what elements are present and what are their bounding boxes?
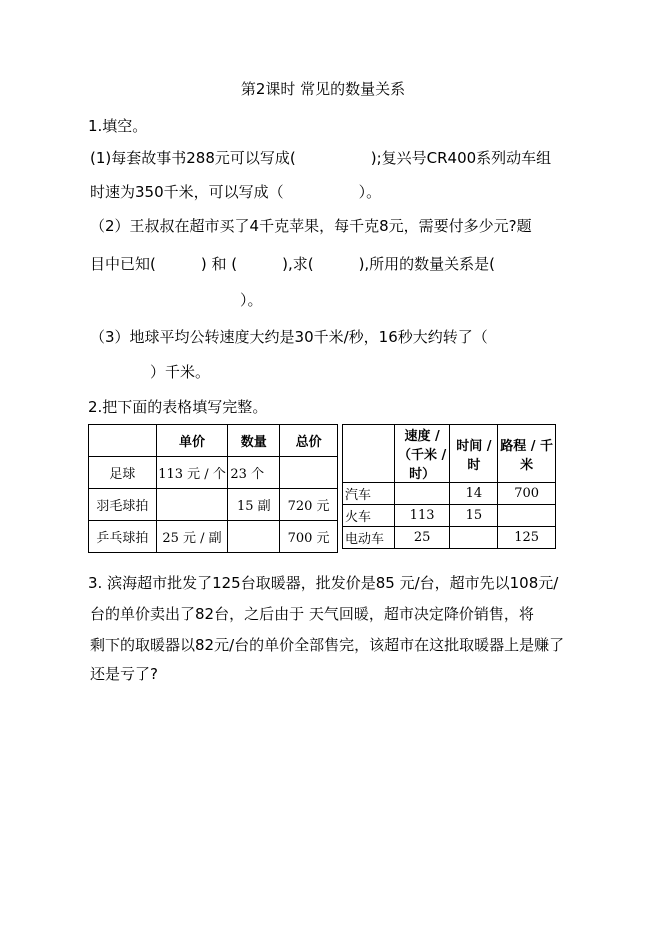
unit-price-table bbox=[88, 424, 338, 553]
q3-line-4: 还是亏了? bbox=[90, 665, 158, 683]
table-cell: 113 元 / 个 bbox=[156, 457, 228, 489]
table-row bbox=[343, 483, 556, 505]
table-cell: 23 个 bbox=[228, 457, 280, 489]
table-cell: 720 元 bbox=[280, 489, 338, 521]
q1-line-1: (1)每套故事书288元可以写成( );复兴号CR400系列动车组 bbox=[90, 149, 552, 167]
table-row bbox=[343, 505, 556, 527]
table-cell bbox=[394, 483, 450, 505]
table-cell: 700 元 bbox=[280, 521, 338, 553]
q1-line-4: 目中已知( ) 和 ( ),求( ),所用的数量关系是( bbox=[90, 255, 496, 273]
table-cell: 15 bbox=[450, 505, 498, 527]
table-cell: 25 元 / 副 bbox=[156, 521, 228, 553]
table-header-cell: 速度 /（千米 / 时） bbox=[394, 425, 450, 483]
q1-line-3: （2）王叔叔在超市买了4千克苹果，每千克8元，需要付多少元?题 bbox=[90, 217, 532, 235]
page-title: 第2课时 常见的数量关系 bbox=[240, 80, 406, 98]
table-header-cell bbox=[343, 425, 395, 483]
table-header-cell bbox=[89, 425, 157, 457]
q1-line-2: 时速为350千米，可以写成（ ）。 bbox=[90, 183, 382, 201]
q1-line-5: ）。 bbox=[90, 291, 263, 309]
table-header-cell: 总价 bbox=[280, 425, 338, 457]
table-cell bbox=[156, 489, 228, 521]
table-cell bbox=[498, 505, 556, 527]
table-cell: 113 bbox=[394, 505, 450, 527]
table-row bbox=[89, 489, 338, 521]
table-cell: 125 bbox=[498, 527, 556, 549]
table-header-row bbox=[89, 425, 338, 457]
table-row bbox=[89, 521, 338, 553]
q3-line-3: 剩下的取暖器以82元/台的单价全部售完，该超市在这批取暖器上是赚了 bbox=[90, 636, 565, 654]
table-header-cell: 时间 / 时 bbox=[450, 425, 498, 483]
q1-heading: 1.填空。 bbox=[88, 117, 148, 135]
table-header-cell: 数量 bbox=[228, 425, 280, 457]
q1-line-7: ）千米。 bbox=[90, 363, 211, 381]
table-cell bbox=[450, 527, 498, 549]
table-cell: 14 bbox=[450, 483, 498, 505]
q3-line-1: 3. 滨海超市批发了125台取暖器，批发价是85 元/台，超市先以108元/ bbox=[88, 574, 559, 592]
table-cell bbox=[280, 457, 338, 489]
table-cell: 羽毛球拍 bbox=[89, 489, 157, 521]
table-cell: 25 bbox=[394, 527, 450, 549]
q3-line-2: 台的单价卖出了82台，之后由于 天气回暖，超市决定降价销售，将 bbox=[90, 605, 534, 623]
table-cell: 火车 bbox=[343, 505, 395, 527]
table-cell bbox=[228, 521, 280, 553]
table-header-cell: 路程 / 千米 bbox=[498, 425, 556, 483]
table-header-row bbox=[343, 425, 556, 483]
table-header-cell: 单价 bbox=[156, 425, 228, 457]
table-cell: 15 副 bbox=[228, 489, 280, 521]
table-row bbox=[89, 457, 338, 489]
table-cell: 足球 bbox=[89, 457, 157, 489]
q1-line-6: （3）地球平均公转速度大约是30千米/秒，16秒大约转了（ bbox=[90, 328, 488, 346]
speed-distance-table bbox=[342, 424, 556, 549]
table-row bbox=[343, 527, 556, 549]
table-cell: 700 bbox=[498, 483, 556, 505]
table-cell: 汽车 bbox=[343, 483, 395, 505]
q2-heading: 2.把下面的表格填写完整。 bbox=[88, 398, 268, 416]
table-cell: 乒乓球拍 bbox=[89, 521, 157, 553]
table-cell: 电动车 bbox=[343, 527, 395, 549]
